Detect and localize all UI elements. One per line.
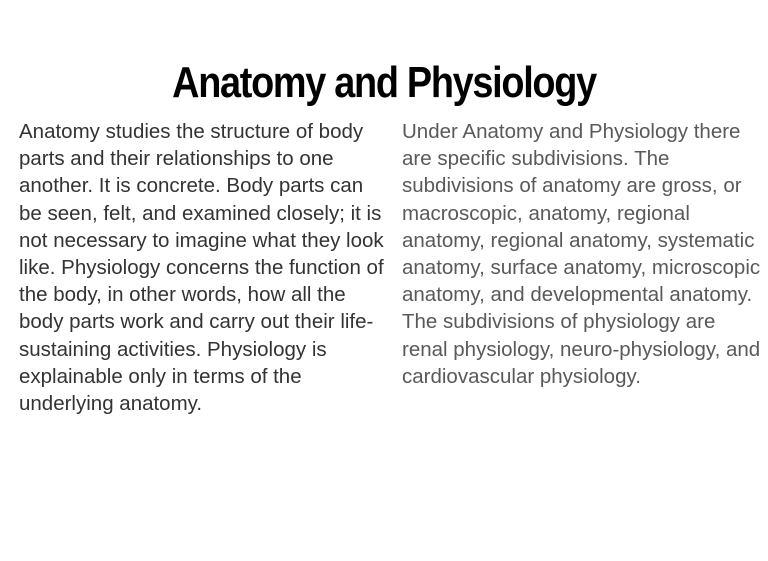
left-column-text: Anatomy studies the structure of body parts and their relationships to one another. It is concrete. Body parts can be seen, felt, and examined closely; it is not necessary to imagine what they look like. Physiology concerns the function of the body, in other words, how all the body parts work and carry out their life-sustaining activities. Physiology is explainable only in terms of the underlying anatomy.	[19, 120, 384, 416]
slide-title: Anatomy and Physiology	[172, 58, 596, 108]
right-column-text: Under Anatomy and Physiology there are specific subdivisions. The subdivisions of anatomy are gross, or macroscopic, anatomy, regional anatomy, regional anatomy, systematic anatomy, surface anatomy, microscopic anatomy, and developmental anatomy. The subdivisions of physiology are renal physiology, neuro-physiology, and cardiovascular physiology.	[402, 120, 761, 388]
